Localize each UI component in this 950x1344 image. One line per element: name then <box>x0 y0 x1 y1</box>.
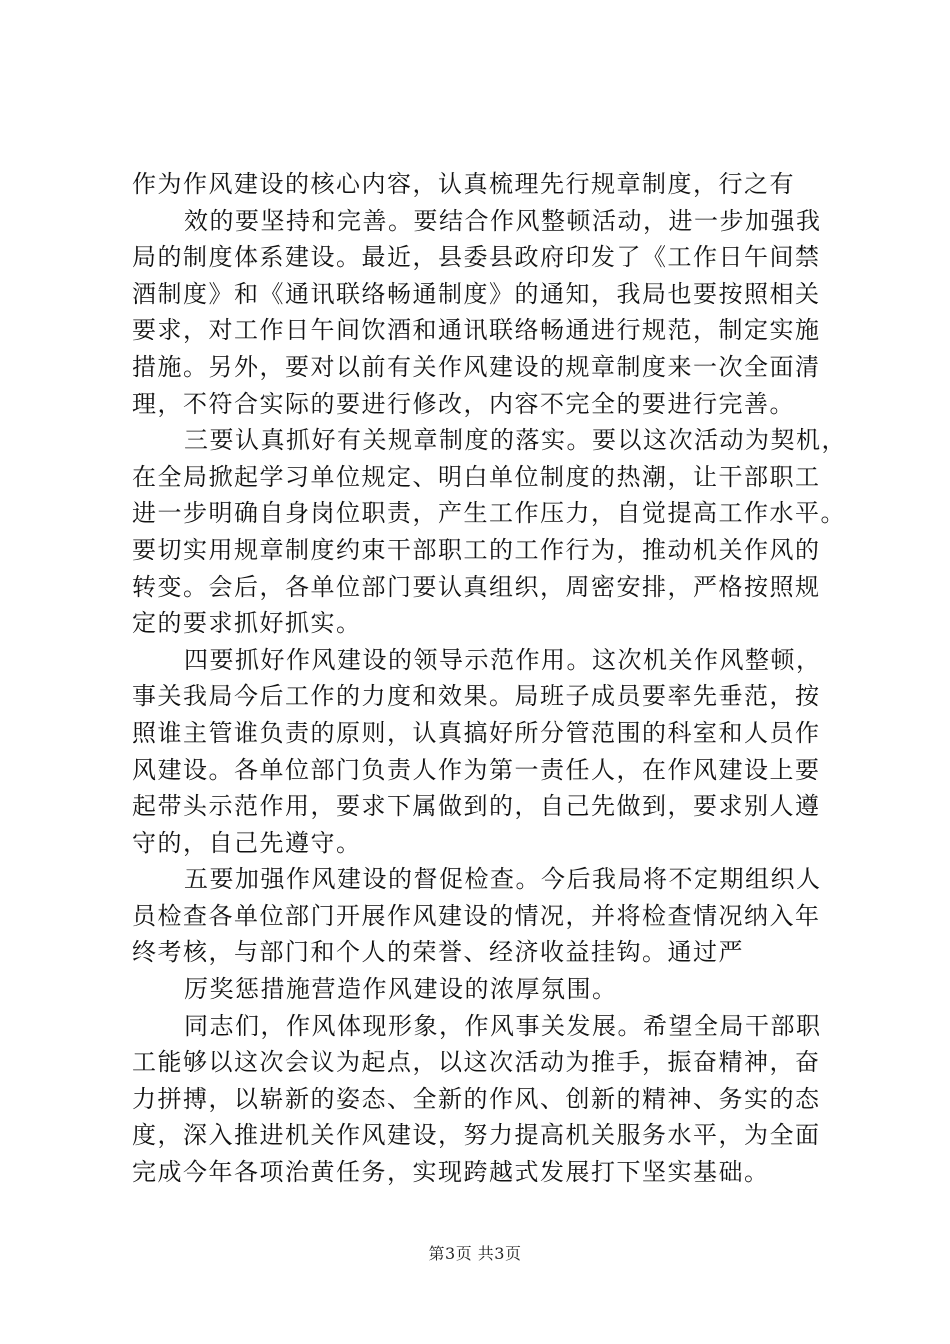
text-line: 厉奖惩措施营造作风建设的浓厚氛围。 <box>184 975 618 1004</box>
text-line: 理，不符合实际的要进行修改，内容不完全的要进行完善。 <box>132 389 795 418</box>
text-line: 事关我局今后工作的力度和效果。局班子成员要率先垂范，按 <box>132 682 821 711</box>
text-line: 力拼搏，以崭新的姿态、全新的作风、创新的精神、务实的态 <box>132 1084 821 1113</box>
text-line: 工能够以这次会议为起点，以这次活动为推手，振奋精神，奋 <box>132 1048 821 1077</box>
text-line: 酒制度》和《通讯联络畅通制度》的通知，我局也要按照相关 <box>132 279 821 308</box>
text-line: 进一步明确自身岗位职责，产生工作压力，自觉提高工作水平。 <box>132 499 846 528</box>
text-line: 在全局掀起学习单位规定、明白单位制度的热潮，让干部职工 <box>132 462 821 491</box>
text-line: 守的，自己先遵守。 <box>132 828 362 857</box>
text-line: 定的要求抓好抓实。 <box>132 609 362 638</box>
document-body <box>132 166 847 1191</box>
text-line: 措施。另外，要对以前有关作风建设的规章制度来一次全面清 <box>132 352 821 381</box>
text-line: 度，深入推进机关作风建设，努力提高机关服务水平，为全面 <box>132 1121 821 1150</box>
text-line: 同志们，作风体现形象，作风事关发展。希望全局干部职 <box>184 1011 822 1040</box>
text-line: 照谁主管谁负责的原则，认真搞好所分管范围的科室和人员作 <box>132 718 821 747</box>
text-line: 作为作风建设的核心内容，认真梳理先行规章制度，行之有 <box>132 170 795 198</box>
text-line: 起带头示范作用，要求下属做到的，自己先做到，要求别人遵 <box>132 792 821 821</box>
text-line: 四要抓好作风建设的领导示范作用。这次机关作风整顿， <box>184 645 822 674</box>
page-footer: 第3页 共3页 <box>428 1244 522 1263</box>
text-line: 转变。会后，各单位部门要认真组织，周密安排，严格按照规 <box>132 572 821 601</box>
text-line: 要求，对工作日午间饮酒和通讯联络畅通进行规范，制定实施 <box>132 316 821 345</box>
text-line: 要切实用规章制度约束干部职工的工作行为，推动机关作风的 <box>132 535 821 564</box>
text-line: 完成今年各项治黄任务，实现跨越式发展打下坚实基础。 <box>132 1158 770 1187</box>
text-line: 局的制度体系建设。最近，县委县政府印发了《工作日午间禁 <box>132 243 821 272</box>
text-line: 效的要坚持和完善。要结合作风整顿活动，进一步加强我 <box>184 206 822 235</box>
text-line: 风建设。各单位部门负责人作为第一责任人，在作风建设上要 <box>132 755 821 784</box>
text-line: 终考核，与部门和个人的荣誉、经济收益挂钩。通过严 <box>132 938 744 967</box>
text-line: 五要加强作风建设的督促检查。今后我局将不定期组织人 <box>184 865 822 894</box>
text-line: 三要认真抓好有关规章制度的落实。要以这次活动为契机， <box>184 426 847 455</box>
text-line: 员检查各单位部门开展作风建设的情况，并将检查情况纳入年 <box>132 901 821 930</box>
